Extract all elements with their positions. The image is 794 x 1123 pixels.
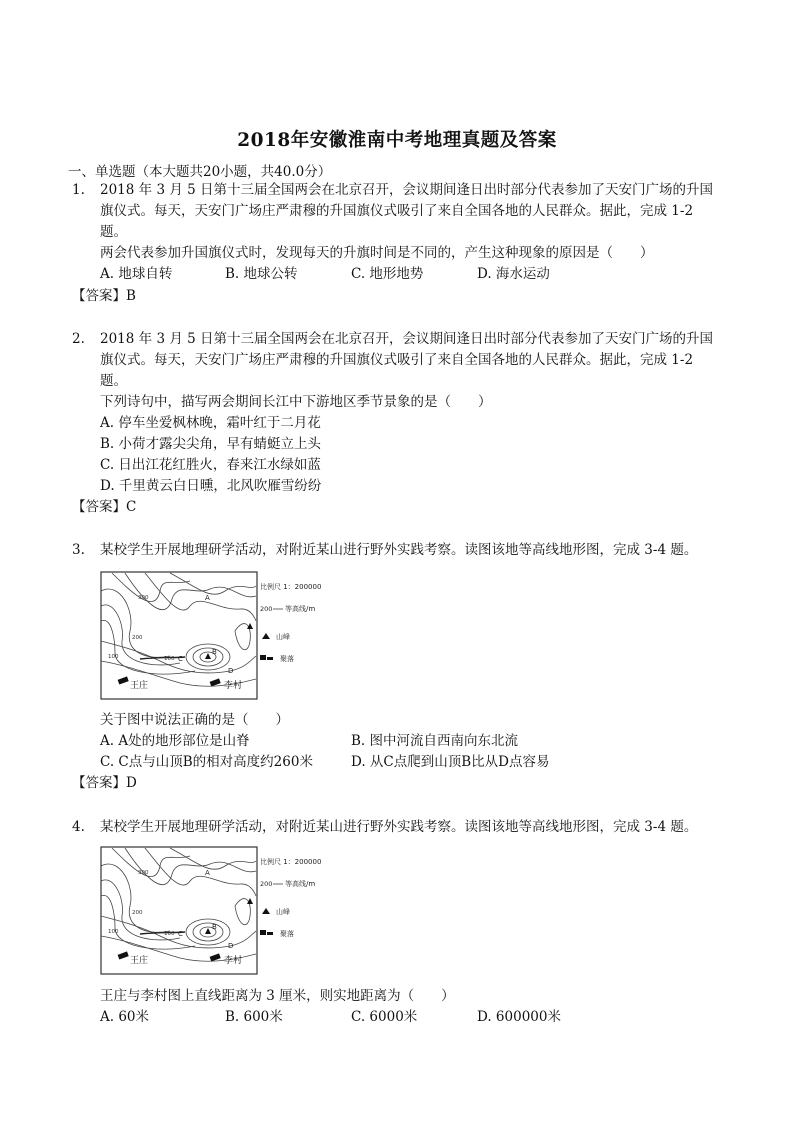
option-a: A. A处的地形部位是山脊 (100, 733, 250, 749)
question-number: 2. (72, 331, 85, 347)
village-licun: 李村 (224, 681, 243, 691)
section-heading: 一、单选题（本大题共20小题，共40.0分） (68, 164, 332, 180)
contour-label: 100 (108, 654, 119, 660)
option-d: D. 海水运动 (477, 266, 550, 282)
question-stem: 2018 年 3 月 5 日第十三届全国两会在北京召开，会议期间逢日出时部分代表参加了天安门广场的升国 (100, 331, 713, 347)
village-licun: 李村 (224, 956, 243, 966)
option-c: C. 日出江花红胜火，春来江水绿如蓝 (100, 457, 321, 473)
label-d: D (228, 942, 234, 950)
option-b: B. 地球公转 (225, 266, 298, 282)
question-stem: 旗仪式。每天，天安门广场庄严肃穆的升国旗仪式吸引了来自全国各地的人民群众。据此，完成 1-2 (100, 203, 694, 219)
legend-settlement-icon (260, 930, 266, 935)
question-stem: 某校学生开展地理研学活动，对附近某山进行野外实践考察。读图该地等高线地形图，完成 3-4 题。 (100, 819, 698, 835)
label-c: C (178, 655, 183, 663)
legend-peak: 山峰 (276, 633, 290, 641)
contour-label: 100 (164, 656, 175, 662)
map-scale: 比例尺 1：200000 (260, 583, 322, 591)
option-d: D. 千里黄云白日曛，北风吹雁雪纷纷 (100, 478, 322, 494)
question-stem: 旗仪式。每天，天安门广场庄严肃穆的升国旗仪式吸引了来自全国各地的人民群众。据此，完成 1-2 (100, 352, 694, 368)
contour-label: 100 (108, 929, 119, 935)
question-stem: 某校学生开展地理研学活动，对附近某山进行野外实践考察。读图该地等高线地形图，完成 3-4 题。 (100, 542, 698, 558)
legend-contour-value: 200 (260, 605, 273, 613)
label-c: C (178, 930, 183, 938)
contour-label: 100 (164, 931, 175, 937)
label-a: A (205, 594, 210, 602)
option-b: B. 小荷才露尖尖角，早有蜻蜓立上头 (100, 436, 322, 452)
label-a: A (205, 869, 210, 877)
legend-contour: 等高线/m (285, 880, 316, 888)
contour-map (100, 571, 360, 701)
question-text: 关于图中说法正确的是（ ） (100, 712, 289, 728)
question-number: 3. (72, 542, 85, 558)
contour-label: 200 (132, 635, 143, 641)
question-number: 1. (72, 182, 85, 198)
option-c: C. 6000米 (351, 1009, 418, 1025)
legend-peak-icon (262, 633, 270, 639)
contour-label: 200 (132, 910, 143, 916)
village-wangzhuang: 王庄 (130, 681, 149, 691)
label-d: D (228, 667, 234, 675)
page-title: 2018年安徽淮南中考地理真题及答案 (237, 130, 557, 151)
village-wangzhuang: 王庄 (130, 956, 149, 966)
legend-peak: 山峰 (276, 908, 290, 916)
question-text: 两会代表参加升国旗仪式时，发现每天的升旗时间是不同的，产生这种现象的原因是（ ） (100, 245, 654, 261)
option-a: A. 地球自转 (100, 266, 173, 282)
question-stem: 题。 (100, 373, 127, 389)
option-c: C. C点与山顶B的相对高度约260米 (100, 754, 313, 770)
legend-contour: 等高线/m (285, 605, 316, 613)
legend-settlement: 聚落 (280, 930, 294, 938)
option-c: C. 地形地势 (351, 266, 424, 282)
contour-label: 300 (138, 595, 149, 601)
answer-line: 【答案】B (72, 288, 136, 304)
contour-map (100, 846, 360, 976)
question-stem: 题。 (100, 224, 127, 240)
option-d: D. 从C点爬到山顶B比从D点容易 (351, 754, 550, 770)
question-text: 王庄与李村图上直线距离为 3 厘米，则实地距离为（ ） (100, 988, 455, 1004)
option-b: B. 600米 (225, 1009, 283, 1025)
option-b: B. 图中河流自西南向东北流 (351, 733, 519, 749)
option-a: A. 60米 (100, 1009, 150, 1025)
legend-contour-value: 200 (260, 880, 273, 888)
option-a: A. 停车坐爱枫林晚，霜叶红于二月花 (100, 415, 321, 431)
answer-line: 【答案】D (72, 775, 137, 791)
legend-settlement-icon (260, 655, 266, 660)
contour-label: 300 (138, 870, 149, 876)
question-stem: 2018 年 3 月 5 日第十三届全国两会在北京召开，会议期间逢日出时部分代表参加了天安门广场的升国 (100, 182, 713, 198)
label-b: B (212, 648, 217, 656)
map-scale: 比例尺 1：200000 (260, 858, 322, 866)
question-text: 下列诗句中，描写两会期间长江中下游地区季节景象的是（ ） (100, 394, 492, 410)
option-d: D. 600000米 (477, 1009, 561, 1025)
answer-line: 【答案】C (72, 499, 137, 515)
label-b: B (212, 923, 217, 931)
question-number: 4. (72, 819, 85, 835)
legend-settlement: 聚落 (280, 655, 294, 663)
legend-peak-icon (262, 908, 270, 914)
